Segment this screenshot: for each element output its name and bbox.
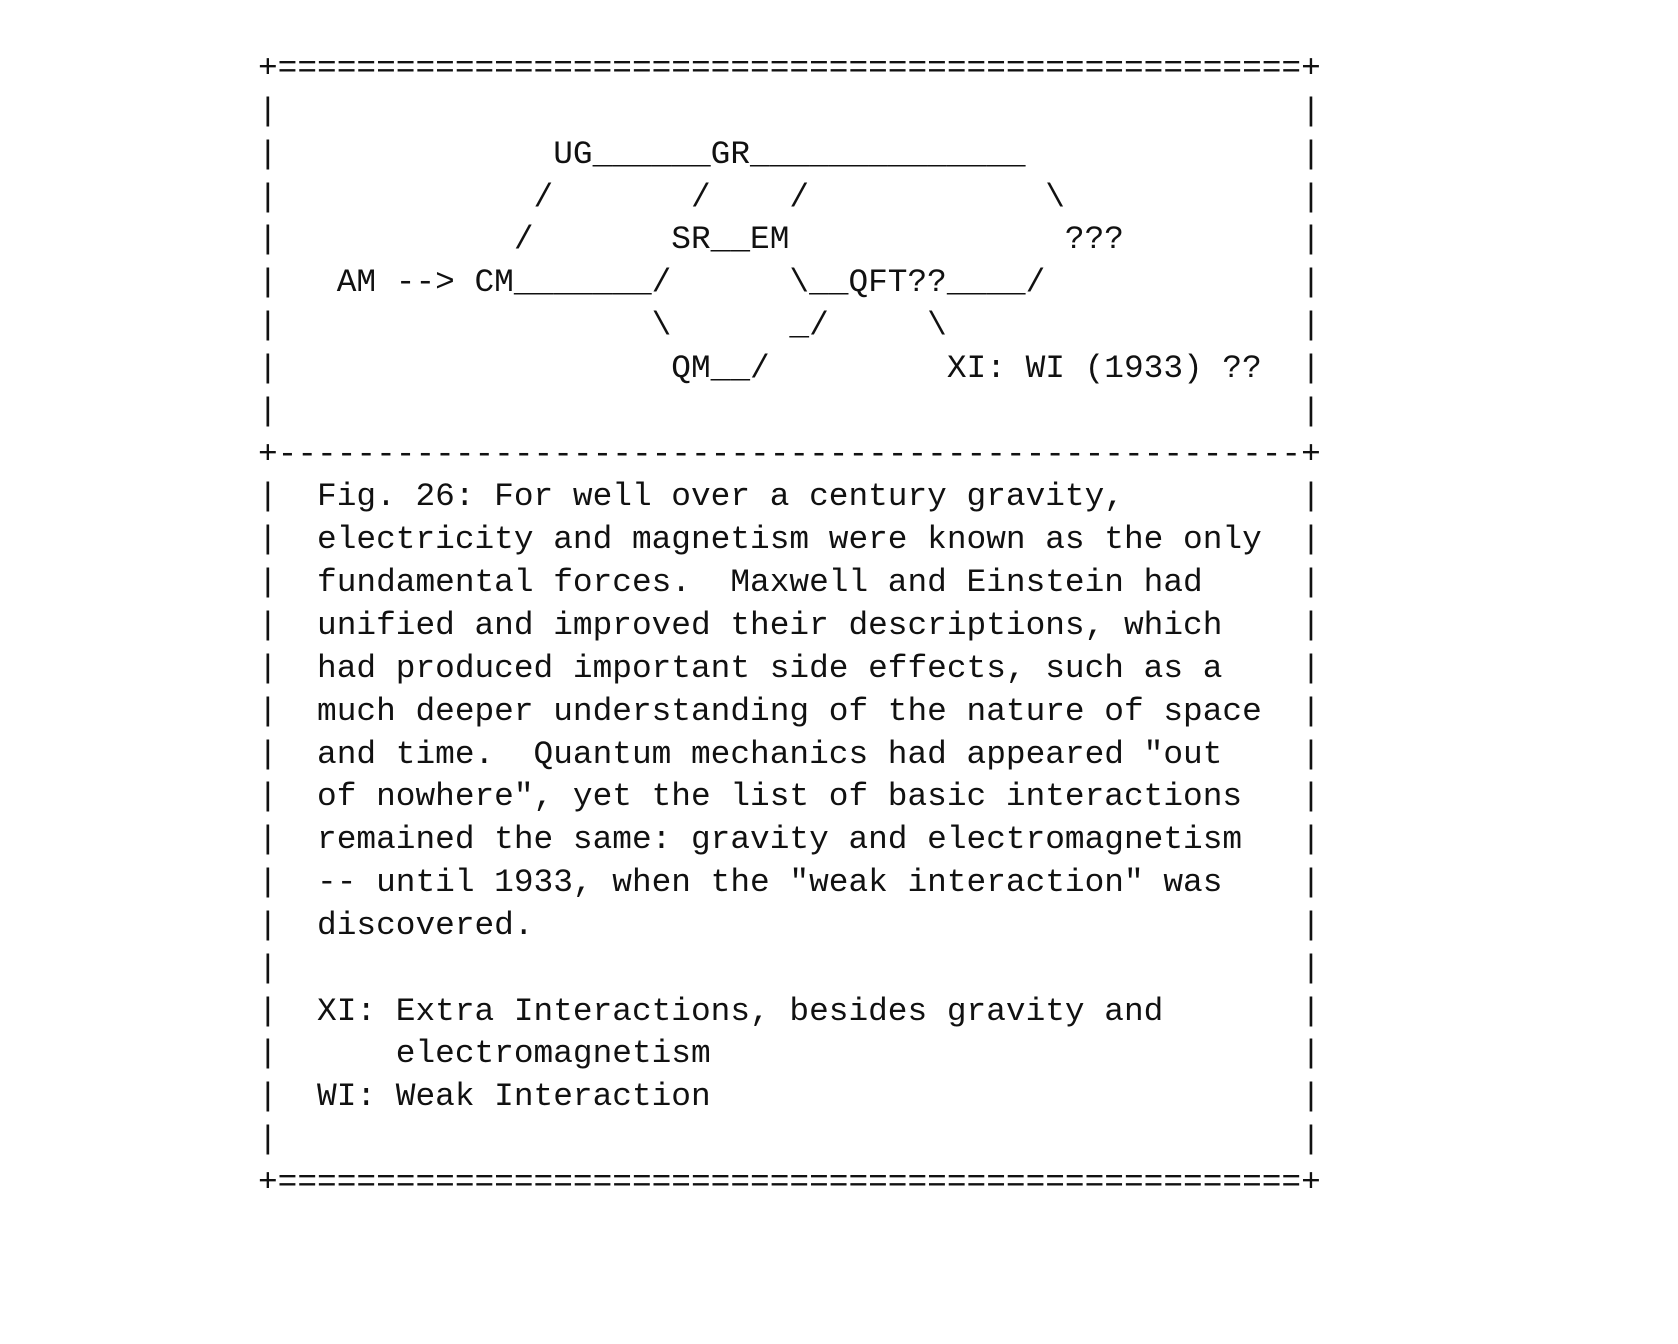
caption-line: | much deeper understanding of the nature of space | [258, 692, 1321, 730]
diagram-line-ug-gr: | UG______GR______________ | [258, 135, 1321, 173]
top-border: +====================================================+ [258, 50, 1321, 87]
legend-line-xi-cont: | electromagnetism | [258, 1035, 1321, 1073]
caption-line: | discovered. | [258, 906, 1321, 944]
diagram-line: | | [258, 92, 1321, 130]
legend-line-xi: | XI: Extra Interactions, besides gravity and | [258, 992, 1321, 1030]
caption-line: | electricity and magnetism were known as the only | [258, 521, 1321, 559]
diagram-line-am-cm-qft: | AM --> CM_______/ \__QFT??____/ | [258, 264, 1321, 302]
bottom-border: +====================================================+ [258, 1163, 1321, 1201]
diagram-line-sr-em: | / SR__EM ??? | [258, 221, 1321, 259]
legend-line-wi: | WI: Weak Interaction | [258, 1078, 1321, 1116]
diagram-line: | / / / \ | [258, 178, 1321, 216]
caption-line: | and time. Quantum mechanics had appeared "out | [258, 735, 1321, 773]
ascii-figure [258, 48, 1321, 1205]
caption-line: | -- until 1933, when the "weak interaction" was | [258, 864, 1321, 902]
diagram-line-qm-xi: | QM__/ XI: WI (1933) ?? | [258, 349, 1321, 387]
caption-line: | unified and improved their descriptions, which | [258, 606, 1321, 644]
blank-line: | | [258, 949, 1321, 987]
caption-line: | of nowhere", yet the list of basic interactions | [258, 778, 1321, 816]
diagram-line: | | [258, 392, 1321, 430]
caption-line: | had produced important side effects, such as a | [258, 649, 1321, 687]
caption-line: | fundamental forces. Maxwell and Einstein had | [258, 564, 1321, 602]
blank-line: | | [258, 1121, 1321, 1159]
caption-line: | remained the same: gravity and electromagnetism | [258, 821, 1321, 859]
section-divider: +----------------------------------------------------+ [258, 435, 1321, 473]
diagram-line: | \ _/ \ | [258, 307, 1321, 345]
caption-line: | Fig. 26: For well over a century gravity, | [258, 478, 1321, 516]
